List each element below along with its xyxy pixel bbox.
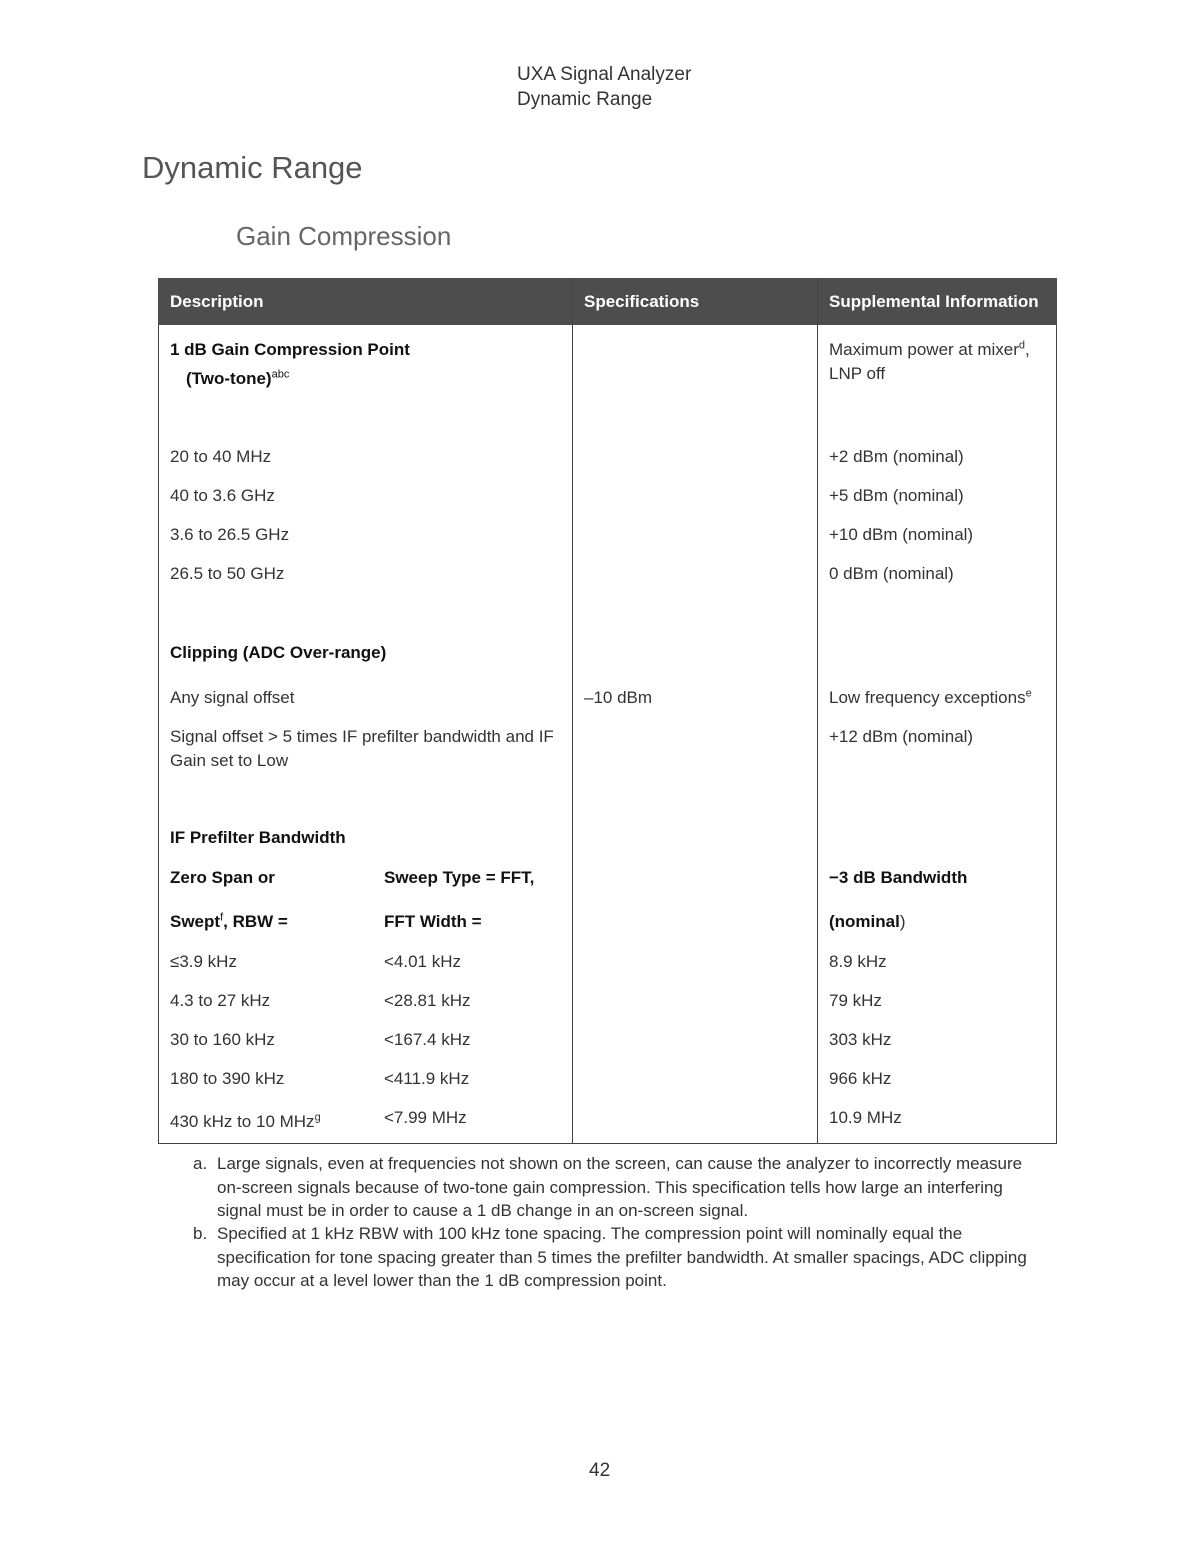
header-description: Description <box>170 292 264 311</box>
gc-range: 20 to 40 MHz <box>170 447 272 466</box>
gc-value: 0 dBm (nominal) <box>829 564 954 583</box>
gc-value: +10 dBm (nominal) <box>829 525 974 544</box>
section-title: Dynamic Range <box>142 150 363 185</box>
footnote-ref: g <box>314 1111 321 1124</box>
header-specifications: Specifications <box>584 292 700 311</box>
gain-compression-title: 1 dB Gain Compression Point <box>170 340 410 359</box>
prefilter-title: IF Prefilter Bandwidth <box>170 828 346 847</box>
prefilter-bw: 8.9 kHz <box>829 952 887 971</box>
footnote-ref: d <box>1018 339 1025 352</box>
header-chapter: Dynamic Range <box>517 89 653 110</box>
footnote-b <box>193 1222 1033 1294</box>
header-supplemental: Supplemental Information <box>829 292 1039 311</box>
page-number: 42 <box>589 1460 611 1481</box>
gain-compression-subtitle <box>186 367 289 391</box>
prefilter-bw: 303 kHz <box>829 1030 892 1049</box>
prefilter-col3-head-2 <box>829 910 906 934</box>
running-header <box>517 62 691 112</box>
head-text: Swept <box>170 912 221 931</box>
subtitle-text: (Two-tone) <box>186 369 272 388</box>
supp-text-2: LNP off <box>829 364 886 383</box>
rbw-text: 430 kHz to 10 MHz <box>170 1112 315 1131</box>
gc-value: +2 dBm (nominal) <box>829 447 964 466</box>
desc-line: Signal offset > 5 times IF prefilter bandwidth and IF <box>170 727 554 746</box>
clipping-title: Clipping (ADC Over-range) <box>170 643 387 662</box>
prefilter-bw: 79 kHz <box>829 991 882 1010</box>
clipping-desc: Any signal offset <box>170 688 295 707</box>
prefilter-rbw: ≤3.9 kHz <box>170 952 237 971</box>
head-paren: ) <box>899 912 906 931</box>
gc-range: 40 to 3.6 GHz <box>170 486 275 505</box>
head-text: , RBW = <box>223 912 288 931</box>
gc-range: 26.5 to 50 GHz <box>170 564 285 583</box>
footnote-a <box>193 1152 1033 1224</box>
clipping-spec: –10 dBm <box>584 688 653 707</box>
prefilter-rbw <box>170 1110 321 1134</box>
supp-text: Low frequency exceptions <box>829 688 1026 707</box>
header-product: UXA Signal Analyzer <box>517 64 692 85</box>
prefilter-col2-head: Sweep Type = FFT, <box>384 868 535 887</box>
clipping-supp-2: +12 dBm (nominal) <box>829 727 974 746</box>
prefilter-bw: 10.9 MHz <box>829 1108 902 1127</box>
prefilter-rbw: 180 to 390 kHz <box>170 1069 285 1088</box>
supp-text: Maximum power at mixer <box>829 340 1019 359</box>
gc-value: +5 dBm (nominal) <box>829 486 964 505</box>
prefilter-col1-head: Zero Span or <box>170 868 275 887</box>
head-text: (nominal <box>829 912 900 931</box>
prefilter-col1-head-2 <box>170 910 288 934</box>
column-divider <box>572 278 573 1144</box>
prefilter-fft: <28.81 kHz <box>384 991 471 1010</box>
prefilter-fft: <7.99 MHz <box>384 1108 467 1127</box>
prefilter-rbw: 4.3 to 27 kHz <box>170 991 271 1010</box>
footnote-text: Specified at 1 kHz RBW with 100 kHz tone spacing. The compression point will nominally equal the specification for tone spacing greater than 5 times the prefilter bandwidth. At smaller spacings, ADC clipping may occur at a level lower than the 1 dB compression point. <box>217 1224 1027 1290</box>
spec-table <box>158 278 1057 1144</box>
footnote-ref: e <box>1025 687 1032 700</box>
prefilter-col2-head-2: FFT Width = <box>384 912 482 931</box>
clipping-supp <box>829 686 1032 710</box>
prefilter-fft: <4.01 kHz <box>384 952 462 971</box>
prefilter-fft: <411.9 kHz <box>384 1069 470 1088</box>
gc-range: 3.6 to 26.5 GHz <box>170 525 290 544</box>
supp-comma: , <box>1025 340 1030 359</box>
footnote-ref: f <box>220 911 224 924</box>
gain-compression-supplemental <box>829 338 1049 386</box>
prefilter-col3-head: −3 dB Bandwidth <box>829 868 968 887</box>
subsection-title: Gain Compression <box>236 221 452 251</box>
footnote-label: b. <box>193 1224 208 1243</box>
clipping-desc-2 <box>170 725 565 773</box>
footnote-label: a. <box>193 1154 208 1173</box>
footnote-text: Large signals, even at frequencies not shown on the screen, can cause the analyzer to incorrectly measure on-screen signals because of two-tone gain compression. This specification tells how large an interfering signal must be in order to cause a 1 dB change in an on-screen signal. <box>217 1154 1023 1220</box>
prefilter-fft: <167.4 kHz <box>384 1030 471 1049</box>
column-divider <box>817 278 818 1144</box>
desc-line: Gain set to Low <box>170 751 289 770</box>
prefilter-rbw: 30 to 160 kHz <box>170 1030 275 1049</box>
prefilter-bw: 966 kHz <box>829 1069 892 1088</box>
footnote-ref: abc <box>271 368 290 381</box>
